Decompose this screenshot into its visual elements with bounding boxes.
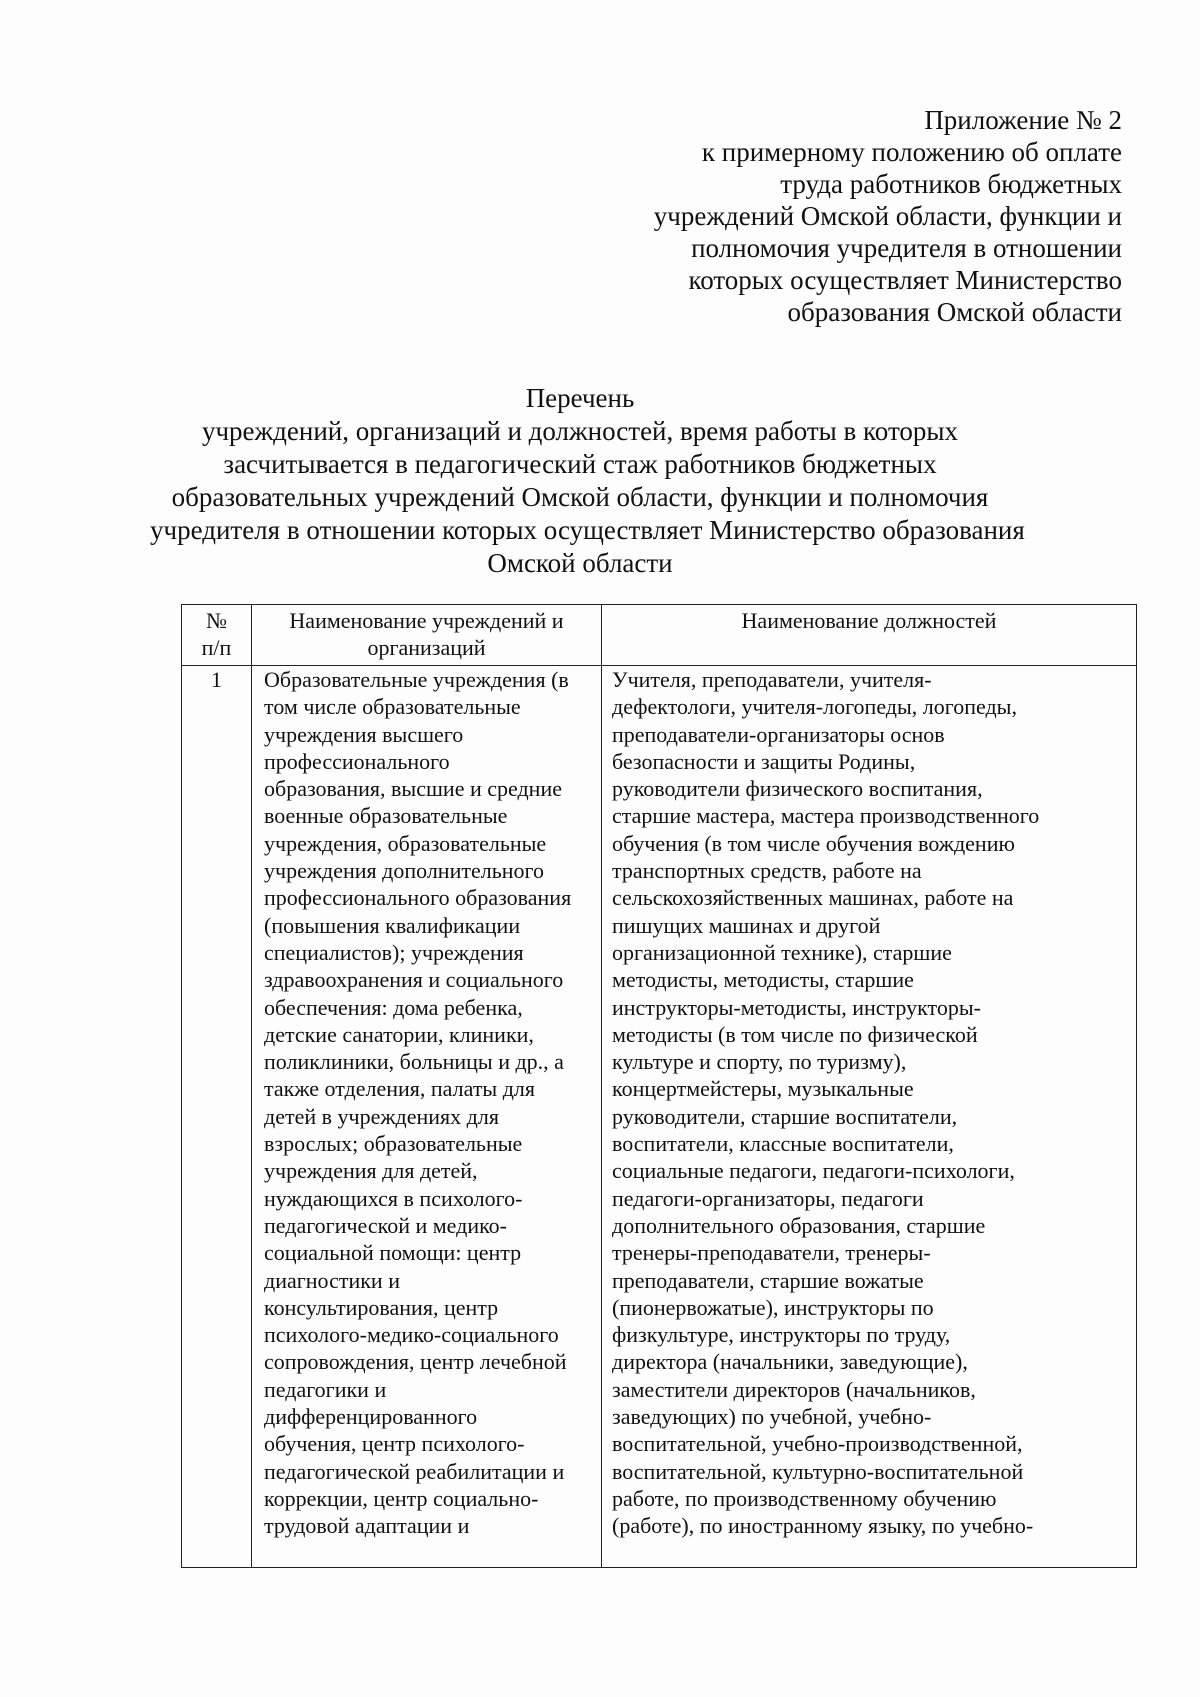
title-line: образовательных учреждений Омской области, функции и полномочия: [171, 482, 989, 512]
title-line: Омской области: [487, 548, 673, 578]
row-number: 1: [211, 667, 222, 692]
annex-line: которых осуществляет Министерство: [688, 265, 1122, 295]
row-positions-text: Учителя, преподаватели, учителя- дефектологи, учителя-логопеды, логопеды, преподаватели-организаторы основ безопасности и защиты Родины, руководители физического воспитания, старшие мастера, мастера производственного обучения (в том числе обучения вождению транспортных средств, работе на сельскохозяйственных машинах, работе на пишущих машинах и другой организационной технике), старшие методисты, методисты, старшие инструкторы-методисты, инструкторы- методисты (в том числе по физической культуре и спорту, по туризму), концертмейстеры, музыкальные руководители, старшие воспитатели, воспитатели, классные воспитатели, социальные педагоги, педагоги-психологи, педагоги-организаторы, педагоги дополнительного образования, старшие тренеры-преподаватели, тренеры- преподаватели, старшие вожатые (пионервожатые), инструкторы по физкультуре, инструкторы по труду, директора (начальники, заведующие), заместители директоров (начальников, заведующих) по учебной, учебно- воспитательной, учебно-производственной, воспитательной, культурно-воспитательной работе, по производственному обучению (работе), по иностранному языку, по учебно-: [612, 667, 1040, 1539]
row-positions-cell: [602, 666, 1137, 1568]
header-cell-institutions: [252, 605, 602, 666]
title-line: учредителя в отношении которых осуществляет Министерство образования: [150, 515, 1025, 545]
title-line: засчитывается в педагогический стаж работников бюджетных: [223, 449, 937, 479]
header-institutions-label: Наименование учреждений и организаций: [289, 608, 564, 661]
annex-line: труда работников бюджетных: [780, 169, 1122, 199]
header-number-label: № п/п: [201, 608, 232, 661]
annex-line: к примерному положению об оплате: [701, 137, 1122, 167]
annex-header: [562, 104, 1122, 328]
header-positions-label: Наименование должностей: [741, 608, 997, 633]
document-title: [150, 382, 1025, 580]
annex-line: учреждений Омской области, функции и: [653, 201, 1122, 231]
annex-line: образования Омской области: [787, 297, 1122, 327]
row-number-cell: [182, 666, 252, 1568]
row-institutions-cell: [252, 666, 602, 1568]
table-row: [182, 666, 1137, 1568]
positions-table: [181, 604, 1137, 1568]
annex-line: полномочия учредителя в отношении: [691, 233, 1122, 263]
table-header-row: [182, 605, 1137, 666]
header-cell-positions: [602, 605, 1137, 666]
title-heading: Перечень: [525, 383, 635, 413]
annex-line: Приложение № 2: [924, 105, 1122, 135]
header-cell-number: [182, 605, 252, 666]
title-line: учреждений, организаций и должностей, время работы в которых: [201, 416, 959, 446]
row-institutions-text: Образовательные учреждения (в том числе образовательные учреждения высшего профессионального образования, высшие и средние военные образовательные учреждения, образовательные учреждения дополнительного профессионального образования (повышения квалификации специалистов); учреждения здравоохранения и социального обеспечения: дома ребенка, детские санатории, клиники, поликлиники, больницы и др., а также отделения, палаты для детей в учреждениях для взрослых; образовательные учреждения для детей, нуждающихся в психолого- педагогической и медико- социальной помощи: центр диагностики и консультирования, центр психолого-медико-социального сопровождения, центр лечебной педагогики и дифференцированного обучения, центр психолого- педагогической реабилитации и коррекции, центр социально- трудовой адаптации и: [264, 667, 572, 1539]
